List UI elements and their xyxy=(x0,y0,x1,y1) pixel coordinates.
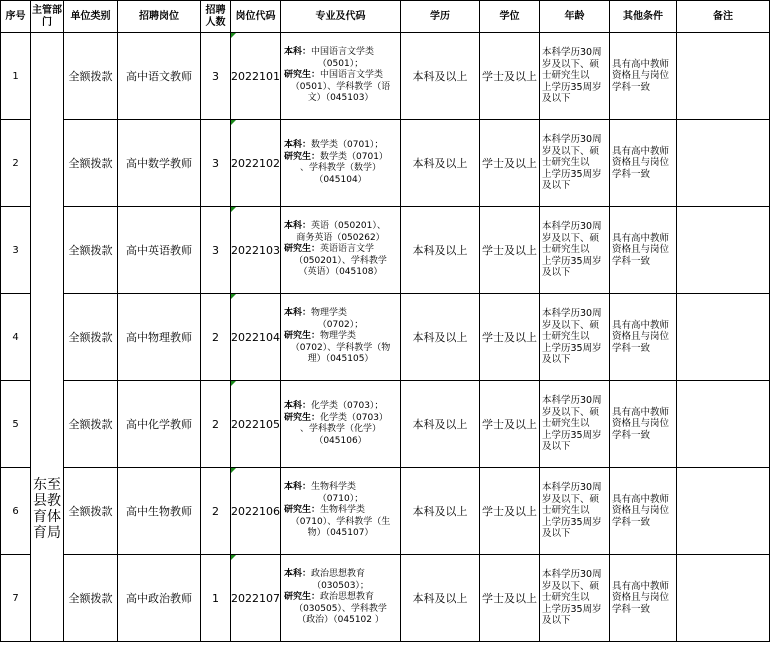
age-line: 士研究生以 xyxy=(542,157,590,169)
age-line: 士研究生以 xyxy=(542,418,590,430)
major-line: 商务英语（050262） xyxy=(296,232,385,243)
cell-seq: 2 xyxy=(1,120,31,207)
header-other: 其他条件 xyxy=(610,1,677,33)
cell-degree: 学士及以上 xyxy=(480,120,540,207)
cell-other xyxy=(610,207,677,294)
age-line: 及以下 xyxy=(542,354,571,366)
age-line: 及以下 xyxy=(542,615,571,627)
other-line: 具有高中教师 xyxy=(612,319,670,331)
table-row xyxy=(1,555,770,642)
major-line: （045104） xyxy=(314,174,367,185)
other-line: 学科一致 xyxy=(612,429,651,441)
table-row xyxy=(1,207,770,294)
age-line: 上学历35周岁 xyxy=(542,81,602,93)
age-line: 及以下 xyxy=(542,441,571,453)
age-line: 岁及以下、硕 xyxy=(542,145,600,157)
other-line: 资格且与岗位 xyxy=(612,505,670,517)
age-line: 岁及以下、硕 xyxy=(542,580,600,592)
cell-note xyxy=(677,33,770,120)
table-row xyxy=(1,294,770,381)
age-line: 上学历35周岁 xyxy=(542,255,602,267)
other-line: 学科一致 xyxy=(612,342,651,354)
age-line: 本科学历30周 xyxy=(542,569,602,581)
cell-code: 2022103 xyxy=(231,207,281,294)
header-row xyxy=(1,1,770,33)
age-line: 上学历35周岁 xyxy=(542,342,602,354)
age-line: 本科学历30周 xyxy=(542,395,602,407)
major-line: 研究生：生物科学类 xyxy=(284,505,366,516)
cell-other xyxy=(610,33,677,120)
cell-edu: 本科及以上 xyxy=(401,381,480,468)
age-line: 本科学历30周 xyxy=(542,134,602,146)
age-line: 及以下 xyxy=(542,180,571,192)
cell-seq: 4 xyxy=(1,294,31,381)
cell-seq: 6 xyxy=(1,468,31,555)
cell-dept xyxy=(31,33,64,642)
age-line: 及以下 xyxy=(542,267,571,279)
other-line: 学科一致 xyxy=(612,603,651,615)
major-line: 本科：物理学类 xyxy=(284,308,348,319)
cell-edu: 本科及以上 xyxy=(401,207,480,294)
cell-count: 2 xyxy=(201,468,231,555)
other-line: 具有高中教师 xyxy=(612,406,670,418)
table-row xyxy=(1,33,770,120)
other-line: 学科一致 xyxy=(612,168,651,180)
major-line: 文）（045103） xyxy=(307,93,374,104)
header-major: 专业及代码 xyxy=(281,1,401,33)
major-line: （030503）； xyxy=(312,580,369,591)
major-line: 本科：化学类（0703）； xyxy=(284,401,384,411)
cell-seq: 3 xyxy=(1,207,31,294)
cell-position: 高中政治教师 xyxy=(118,555,201,642)
cell-unit-type: 全额拨款 xyxy=(64,33,118,120)
major-line: （0702）、学科教学（物 xyxy=(290,342,391,353)
major-line: （0501）、学科教学（语 xyxy=(290,81,391,92)
other-line: 资格且与岗位 xyxy=(612,70,670,82)
cell-age xyxy=(540,120,610,207)
cell-note xyxy=(677,120,770,207)
age-line: 上学历35周岁 xyxy=(542,168,602,180)
other-line: 学科一致 xyxy=(612,516,651,528)
cell-note xyxy=(677,468,770,555)
cell-degree: 学士及以上 xyxy=(480,555,540,642)
major-line: 本科：数学类（0701）； xyxy=(284,140,384,150)
major-line: 研究生：物理学类 xyxy=(284,331,357,342)
major-line: 本科：政治思想教育 xyxy=(284,569,366,580)
cell-major xyxy=(281,33,401,120)
cell-edu: 本科及以上 xyxy=(401,555,480,642)
age-line: 岁及以下、硕 xyxy=(542,58,600,70)
major-line: 、学科教学（化学） xyxy=(299,424,381,434)
cell-seq: 5 xyxy=(1,381,31,468)
other-line: 资格且与岗位 xyxy=(612,331,670,343)
age-line: 士研究生以 xyxy=(542,505,590,517)
cell-other xyxy=(610,381,677,468)
cell-age xyxy=(540,555,610,642)
cell-unit-type: 全额拨款 xyxy=(64,381,118,468)
cell-other xyxy=(610,555,677,642)
cell-age xyxy=(540,33,610,120)
table-row xyxy=(1,381,770,468)
cell-seq: 1 xyxy=(1,33,31,120)
cell-position: 高中语文教师 xyxy=(118,33,201,120)
other-line: 资格且与岗位 xyxy=(612,418,670,430)
header-code: 岗位代码 xyxy=(231,1,281,33)
cell-other xyxy=(610,120,677,207)
major-line: 研究生：政治思想教育 xyxy=(284,592,375,603)
major-line: 研究生：化学类（0703） xyxy=(284,412,388,423)
table-row xyxy=(1,468,770,555)
header-note: 备注 xyxy=(677,1,770,33)
major-line: （030505）、学科教学 xyxy=(294,603,387,614)
cell-other xyxy=(610,294,677,381)
cell-unit-type: 全额拨款 xyxy=(64,555,118,642)
age-line: 及以下 xyxy=(542,528,571,540)
header-dept: 主管部门 xyxy=(31,1,64,33)
cell-edu: 本科及以上 xyxy=(401,120,480,207)
age-line: 上学历35周岁 xyxy=(542,516,602,528)
major-line: （0710）、学科教学（生 xyxy=(290,516,391,527)
cell-degree: 学士及以上 xyxy=(480,468,540,555)
age-line: 岁及以下、硕 xyxy=(542,319,600,331)
major-line: 、学科教学（数学） xyxy=(299,163,381,173)
cell-count: 3 xyxy=(201,33,231,120)
major-line: （英语）（045108） xyxy=(298,267,383,278)
major-line: 本科：英语（050201）、 xyxy=(284,221,386,232)
cell-age xyxy=(540,468,610,555)
major-line: 本科：生物科学类 xyxy=(284,482,357,493)
other-line: 学科一致 xyxy=(612,81,651,93)
age-line: 本科学历30周 xyxy=(542,47,602,59)
cell-other xyxy=(610,468,677,555)
cell-seq: 7 xyxy=(1,555,31,642)
other-line: 具有高中教师 xyxy=(612,232,670,244)
cell-unit-type: 全额拨款 xyxy=(64,294,118,381)
cell-note xyxy=(677,381,770,468)
table-row xyxy=(1,120,770,207)
cell-position: 高中物理教师 xyxy=(118,294,201,381)
age-line: 本科学历30周 xyxy=(542,482,602,494)
major-line: 研究生：数学类（0701） xyxy=(284,151,388,162)
cell-edu: 本科及以上 xyxy=(401,468,480,555)
cell-unit-type: 全额拨款 xyxy=(64,120,118,207)
major-line: 物）（045107） xyxy=(307,528,374,539)
header-seq: 序号 xyxy=(1,1,31,33)
cell-edu: 本科及以上 xyxy=(401,33,480,120)
age-line: 士研究生以 xyxy=(542,70,590,82)
cell-major xyxy=(281,294,401,381)
age-line: 岁及以下、硕 xyxy=(542,232,600,244)
other-line: 资格且与岗位 xyxy=(612,157,670,169)
cell-count: 3 xyxy=(201,207,231,294)
cell-code: 2022105 xyxy=(231,381,281,468)
other-line: 具有高中教师 xyxy=(612,58,670,70)
cell-edu: 本科及以上 xyxy=(401,294,480,381)
cell-degree: 学士及以上 xyxy=(480,381,540,468)
cell-code: 2022104 xyxy=(231,294,281,381)
cell-degree: 学士及以上 xyxy=(480,207,540,294)
cell-degree: 学士及以上 xyxy=(480,294,540,381)
cell-count: 2 xyxy=(201,294,231,381)
cell-count: 3 xyxy=(201,120,231,207)
age-line: 上学历35周岁 xyxy=(542,603,602,615)
other-line: 资格且与岗位 xyxy=(612,592,670,604)
cell-degree: 学士及以上 xyxy=(480,33,540,120)
cell-count: 2 xyxy=(201,381,231,468)
dept-name: 东至 县教 育体 育局 xyxy=(33,477,61,541)
major-line: 研究生：中国语言文学类 xyxy=(284,70,384,81)
cell-note xyxy=(677,294,770,381)
table-body xyxy=(1,33,770,642)
cell-code: 2022107 xyxy=(231,555,281,642)
age-line: 士研究生以 xyxy=(542,331,590,343)
age-line: 士研究生以 xyxy=(542,244,590,256)
cell-unit-type: 全额拨款 xyxy=(64,468,118,555)
other-line: 具有高中教师 xyxy=(612,493,670,505)
cell-count: 1 xyxy=(201,555,231,642)
cell-note xyxy=(677,555,770,642)
cell-major xyxy=(281,381,401,468)
major-line: （0710）； xyxy=(317,493,364,504)
header-degree: 学位 xyxy=(480,1,540,33)
age-line: 本科学历30周 xyxy=(542,308,602,320)
major-line: 理）（045105） xyxy=(307,354,374,365)
other-line: 学科一致 xyxy=(612,255,651,267)
cell-code: 2022102 xyxy=(231,120,281,207)
cell-position: 高中化学教师 xyxy=(118,381,201,468)
other-line: 具有高中教师 xyxy=(612,580,670,592)
cell-age xyxy=(540,381,610,468)
cell-position: 高中英语教师 xyxy=(118,207,201,294)
major-line: 本科：中国语言文学类 xyxy=(284,47,375,58)
age-line: 岁及以下、硕 xyxy=(542,406,600,418)
header-unit-type: 单位类别 xyxy=(64,1,118,33)
cell-major xyxy=(281,207,401,294)
cell-age xyxy=(540,207,610,294)
cell-code: 2022106 xyxy=(231,468,281,555)
age-line: 士研究生以 xyxy=(542,592,590,604)
major-line: （050201）、学科教学 xyxy=(294,255,387,266)
cell-major xyxy=(281,120,401,207)
cell-age xyxy=(540,294,610,381)
cell-major xyxy=(281,468,401,555)
header-position: 招聘岗位 xyxy=(118,1,201,33)
cell-position: 高中生物教师 xyxy=(118,468,201,555)
header-count: 招聘人数 xyxy=(201,1,231,33)
major-line: （0501）； xyxy=(317,58,364,69)
other-line: 资格且与岗位 xyxy=(612,244,670,256)
age-line: 本科学历30周 xyxy=(542,221,602,233)
cell-position: 高中数学教师 xyxy=(118,120,201,207)
major-line: （政治）（045102 ） xyxy=(297,615,384,626)
cell-major xyxy=(281,555,401,642)
cell-code: 2022101 xyxy=(231,33,281,120)
major-line: （0702）； xyxy=(317,319,364,330)
cell-unit-type: 全额拨款 xyxy=(64,207,118,294)
age-line: 上学历35周岁 xyxy=(542,429,602,441)
header-age: 年龄 xyxy=(540,1,610,33)
age-line: 岁及以下、硕 xyxy=(542,493,600,505)
major-line: （045106） xyxy=(314,435,367,446)
header-edu: 学历 xyxy=(401,1,480,33)
major-line: 研究生：英语语言文学 xyxy=(284,244,375,255)
age-line: 及以下 xyxy=(542,93,571,105)
cell-note xyxy=(677,207,770,294)
other-line: 具有高中教师 xyxy=(612,145,670,157)
